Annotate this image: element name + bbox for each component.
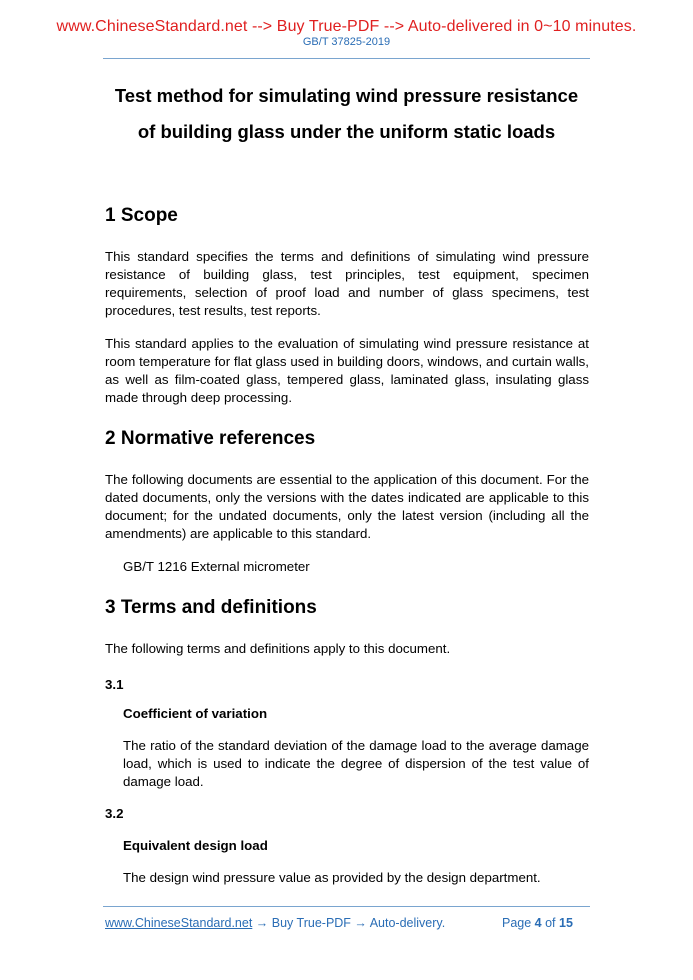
- scope-paragraph-1: This standard specifies the terms and definitions of simulating wind pressure resistance of building glass, test principles, test equipment, specimen requirements, selection of proof load and number of glass specimens, test procedures, test results, test reports.: [105, 249, 589, 319]
- terms-intro: The following terms and definitions apply to this document.: [105, 641, 451, 656]
- page-indicator: [502, 916, 573, 930]
- term-title: Equivalent design load: [123, 838, 268, 853]
- page-number: 4: [534, 916, 542, 930]
- page-label: Page: [502, 916, 535, 930]
- term-title: Coefficient of variation: [123, 706, 268, 721]
- footer-links: [105, 916, 445, 930]
- page-total: 15: [559, 916, 573, 930]
- header-rule: [103, 58, 590, 59]
- section-heading-terms: 3 Terms and definitions: [105, 597, 317, 618]
- scope-paragraph-2: This standard applies to the evaluation of simulating wind pressure resistance at room temperature for flat glass used in building doors, windows, and curtain walls, as well as film-coated glass, tempered glass, laminated glass, insulating glass made through deep processing.: [105, 336, 589, 406]
- of-label: of: [541, 916, 559, 930]
- term-definition: The design wind pressure value as provided by the design department.: [123, 870, 541, 885]
- top-banner[interactable]: www.ChineseStandard.net --> Buy True-PDF --> Auto-delivered in 0~10 minutes.: [56, 18, 637, 35]
- standard-code: GB/T 37825-2019: [302, 36, 391, 48]
- section-heading-normative-references: 2 Normative references: [105, 428, 316, 449]
- term-number: 3.1: [105, 677, 124, 692]
- term-definition: The ratio of the standard deviation of the damage load to the average damage load, which is used to indicate the degree of dispersion of the test value of damage load.: [123, 738, 589, 790]
- footer-website-link[interactable]: www.ChineseStandard.net: [105, 916, 253, 930]
- normative-paragraph: The following documents are essential to the application of this document. For the dated documents, only the versions with the dates indicated are applicable to this document; for the undated documents, only the latest version (including all the amendments) are applicable to this standard.: [105, 472, 589, 542]
- document-title-line2: of building glass under the uniform static loads: [137, 121, 556, 142]
- footer-rule: [103, 906, 590, 907]
- document-title-line1: Test method for simulating wind pressure resistance: [114, 85, 579, 106]
- term-number: 3.2: [105, 806, 124, 821]
- footer-tagline: → Buy True-PDF → Auto-delivery.: [252, 916, 446, 930]
- normative-reference-item: GB/T 1216 External micrometer: [123, 559, 310, 574]
- section-heading-scope: 1 Scope: [105, 205, 178, 226]
